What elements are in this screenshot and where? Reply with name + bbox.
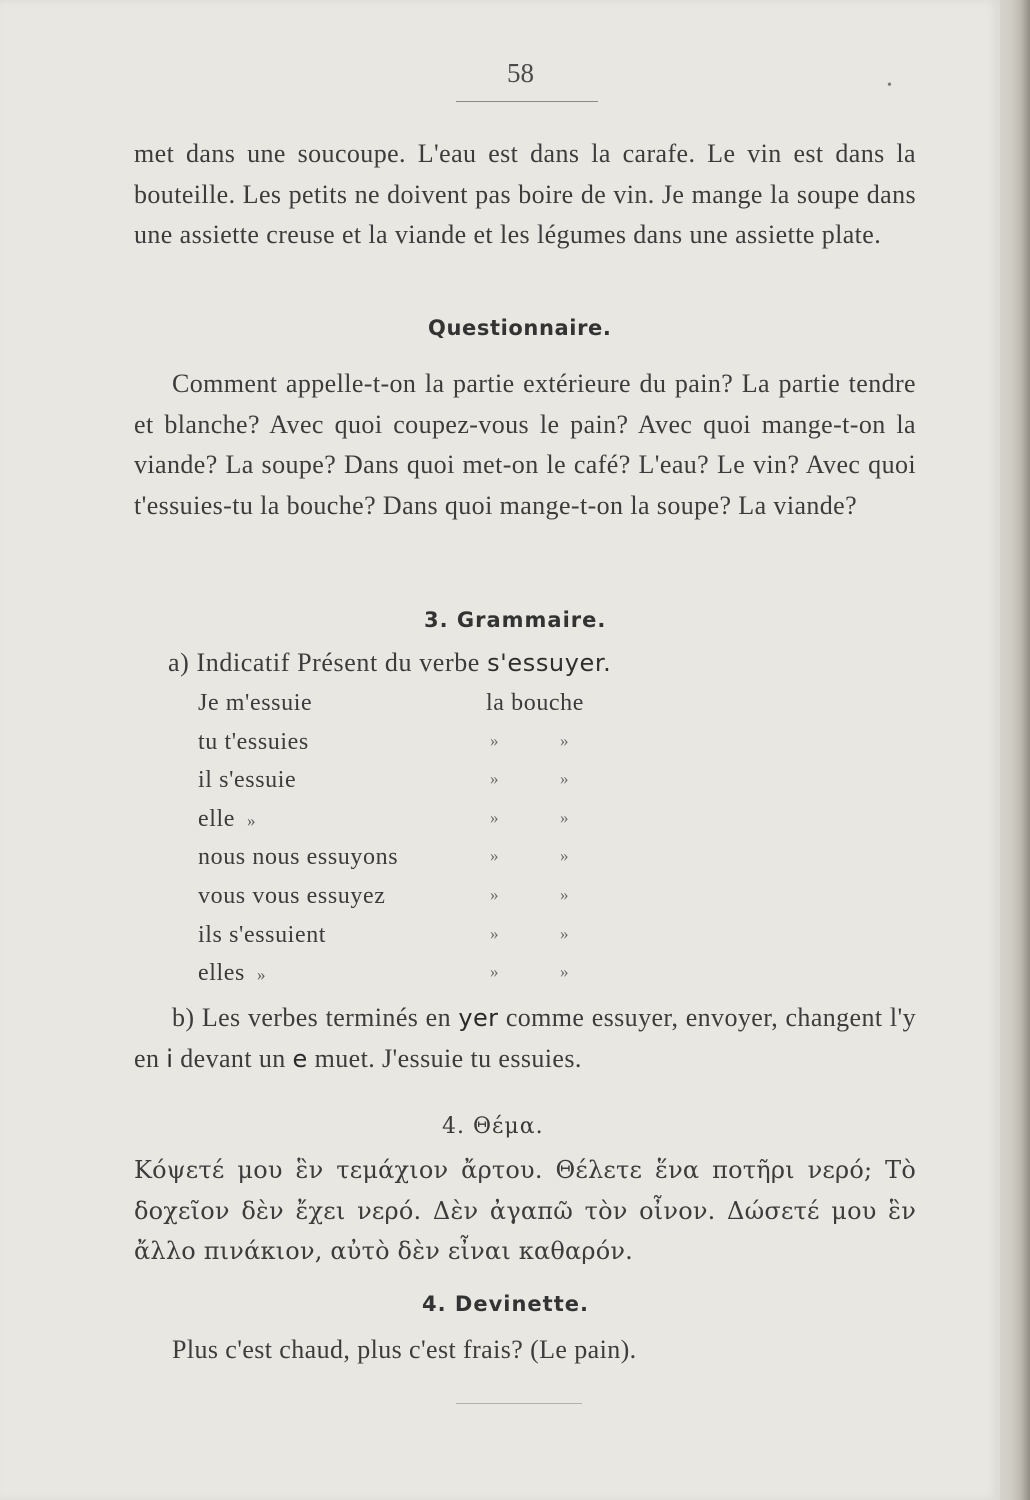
conjugation-subject-group [198, 806, 256, 833]
conjugation-subject-group [198, 960, 266, 987]
conjugation-subject: vous vous essuyez [198, 882, 386, 909]
thema-title: Θέμα. [473, 1114, 544, 1139]
thema-text: Κόψετέ μου ἓν τεμάχιον ἄρτου. Θέλετε ἕνα ποτῆρι νερό; Τὸ δοχεῖον δὲν ἔχει νερό. Δὲν ἀγαπῶ τὸν οἶνον. Δώσετέ μου ἓν ἄλλο πινάκιον, αὐτὸ δὲν εἶναι καθαρόν. [134, 1156, 916, 1265]
section-b-yer: yer [458, 1004, 499, 1032]
ditto-mark: » [490, 962, 500, 982]
devinette-text: Plus c'est chaud, plus c'est frais? (Le pain). [172, 1335, 637, 1364]
header-rule [456, 101, 598, 102]
paragraph-vocabulary: met dans une soucoupe. L'eau est dans la carafe. Le vin est dans la bouteille. Les petits ne doivent pas boire de vin. Je mange la soupe dans une assiette creuse et la viande et les légumes dans une assiette plate. [134, 139, 916, 249]
ditto-mark: » [490, 730, 500, 750]
page-number: 58 [507, 58, 534, 88]
ditto-mark: » [490, 769, 500, 789]
conjugation-subject: il s'essuie [198, 767, 297, 794]
ditto-mark: » [560, 923, 570, 943]
section-b-part3: devant un [180, 1043, 286, 1073]
ditto-mark: » [560, 884, 570, 904]
section-b-part1: b) Les verbes terminés en [172, 1003, 452, 1032]
conjugation-subject: elles [198, 960, 245, 987]
section-a-prefix: a) Indicatif Présent du verbe [168, 648, 480, 677]
thema-heading [442, 1114, 544, 1139]
ditto-mark: » [256, 965, 267, 985]
page-edge [1000, 0, 1030, 1500]
questionnaire-heading: Questionnaire. [428, 316, 612, 340]
ditto-mark: » [490, 846, 500, 866]
ditto-mark: » [560, 807, 570, 827]
grammaire-heading: 3. Grammaire. [424, 608, 607, 632]
conjugation-object: la bouche [486, 690, 585, 716]
ditto-mark: » [560, 769, 570, 789]
footer-rule [456, 1403, 582, 1404]
thema-number: 4. [442, 1114, 465, 1139]
conjugation-subject: nous nous essuyons [198, 844, 399, 871]
section-b-part2: comme essuyer, envoyer, changent l'y en [134, 1003, 917, 1073]
ditto-mark: » [490, 807, 500, 827]
ditto-mark: » [560, 846, 570, 866]
conjugation-subject: Je m'essuie [198, 690, 313, 716]
ditto-mark: » [560, 730, 570, 750]
grammaire-section-a [168, 648, 611, 678]
ditto-mark: » [247, 810, 257, 830]
ditto-mark: » [490, 884, 500, 904]
section-b-part4: muet. J'essuie tu essuies. [314, 1043, 582, 1073]
ditto-mark: » [560, 962, 570, 982]
conjugation-subject: tu t'essuies [198, 728, 309, 755]
conjugation-subject: elle [198, 805, 236, 832]
devinette-heading: 4. Devinette. [422, 1292, 589, 1316]
section-a-verb: s'essuyer. [487, 649, 612, 677]
conjugation-subject: ils s'essuient [198, 921, 327, 948]
grammaire-section-b [134, 998, 916, 1079]
section-b-i: i [166, 1044, 174, 1073]
ditto-mark: » [490, 923, 500, 943]
section-b-e: e [292, 1044, 308, 1073]
corner-mark: • [887, 78, 892, 93]
questionnaire-text: Comment appelle-t-on la partie extérieure du pain? La partie tendre et blanche? Avec quoi coupez-vous le pain? Avec quoi mange-t-on la viande? La soupe? Dans quoi met-on le café? L'eau? Le vin? Avec quoi t'essuies-tu la bouche? Dans quoi mange-t-on la soupe? La viande? [134, 369, 916, 520]
